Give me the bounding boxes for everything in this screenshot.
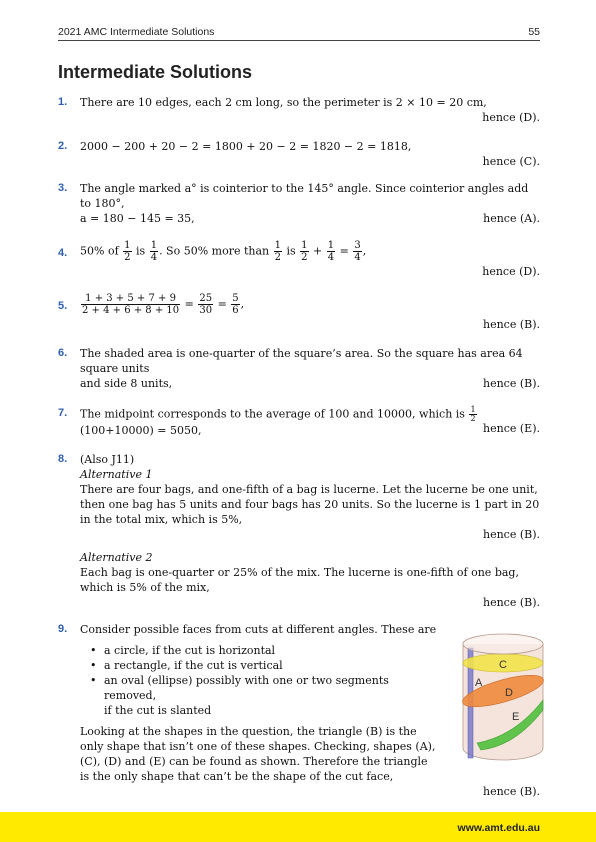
solution-text: Consider possible faces from cuts at different angles. These are [80,623,437,636]
answer: hence (B). [482,596,540,609]
page-header [58,26,540,41]
question-number: 7. [58,407,68,419]
solution-text: There are 10 edges, each 2 cm long, so the perimeter is 2 × 10 = 20 cm, [80,96,487,109]
alternative-heading: Alternative 2 [80,551,153,564]
answer: hence (E). [483,422,540,435]
question-number: 5. [58,300,68,312]
fraction: $\frac{1}{4}$ [150,240,158,263]
solution-5 [58,293,540,333]
question-number: 4. [58,247,68,259]
solution-6 [58,346,540,391]
list-item: • a circle, if the cut is horizontal [90,643,420,658]
fraction: $\frac{1}{2}$ [124,240,131,263]
solution-4 [58,240,540,280]
answer: hence (B). [482,528,540,541]
solution-text: and side 8 units, [80,377,173,390]
answer: hence (A). [483,212,540,225]
fraction: $\frac{5}{6}$ [232,293,239,316]
answer: hence (D). [482,111,540,124]
fraction: $\frac{25}{30}$ [199,293,213,316]
list-item-continuation: if the cut is slanted [104,704,212,717]
list-item: • a rectangle, if the cut is vertical [90,658,420,673]
question-number: 8. [58,453,68,465]
solution-text: 2000 − 200 + 20 − 2 = 1800 + 20 − 2 = 1820 − 2 = 1818, [80,140,412,153]
solution-text: $\frac{1 + 3 + 5 + 7 + 9}{2 + 4 + 6 + 8 + 10}$ = $\frac{25}{30}$ = $\frac{5}{6}$ , hence (B). [82,293,540,331]
fraction: $\frac{1}{2}$ [470,405,476,423]
fraction: $\frac{1 + 3 + 5 + 7 + 9}{2 + 4 + 6 + 8 + 10}$ [82,293,180,316]
fraction: $\frac{3}{4}$ [354,240,361,263]
footer-bar [0,812,596,842]
question-number: 6. [58,347,68,359]
solution-8 [58,452,540,612]
solution-7 [58,406,540,436]
solution-1 [58,95,540,125]
answer: hence (D). [482,265,540,278]
footer-url[interactable]: www.amt.edu.au [457,822,540,834]
label-a: A [475,677,483,689]
label-c: C [499,659,507,671]
fraction: $\frac{1}{2}$ [301,240,308,263]
list-item: • an oval (ellipse) possibly with one or two segments removed, [90,673,420,703]
solution-text: Each bag is one-quarter or 25% of the mix. The lucerne is one-fifth of one bag, which is 5% of the mix, [80,566,519,594]
solution-text: Looking at the shapes in the question, the triangle (B) is the only shape that isn’t one of these shapes. Checking, shapes (A), (C), (D) and (E) can be found as shown. Therefore the triangle is the only shape that can’t be the shape of the cut face, [80,725,436,783]
solution-text: 50% of $\frac{1}{2}$ is $\frac{1}{4}$ . So 50% more than $\frac{1}{2}$ is $\frac{1}{2}$ + $\frac{1}{4}$ = $\frac{3}{4}$ , hence (D). [80,240,540,278]
cylinder-diagram [455,628,550,766]
page-number: 55 [528,26,540,38]
header-title: 2021 AMC Intermediate Solutions [58,26,215,38]
label-e: E [512,711,520,723]
solution-2 [58,139,540,169]
cylinder-top [463,634,543,654]
fraction: $\frac{1}{4}$ [327,240,335,263]
question-number: 1. [58,96,68,108]
page-title: Intermediate Solutions [58,62,253,82]
solution-3 [58,181,540,226]
question-number: 2. [58,140,68,152]
answer: hence (B). [482,318,540,331]
alternative-heading: Alternative 1 [80,468,153,481]
fraction: $\frac{1}{2}$ [274,240,281,263]
answer: hence (B). [482,377,540,390]
solution-text: The midpoint corresponds to the average of 100 and 10000, which is $\frac{1}{2}$ (100+10000) = 5050, hence (E). [80,405,540,437]
question-number: 9. [58,623,68,635]
solution-text: The angle marked a° is cointerior to the 145° angle. Since cointerior angles add to 180°, [80,182,529,210]
shape-list [90,643,420,718]
answer: hence (B). [482,785,540,798]
solution-text: a = 180 − 145 = 35, [80,212,195,225]
also-reference: (Also J11) [80,453,135,466]
solution-text: The shaded area is one-quarter of the square’s area. So the square has area 64 square units [80,347,523,375]
answer: hence (C). [482,155,540,168]
question-number: 3. [58,182,68,194]
label-d: D [505,687,513,699]
solution-text: There are four bags, and one-fifth of a bag is lucerne. Let the lucerne be one unit, then one bag has 5 units and four bags has 20 units. So the lucerne is 1 part in 20 in the total mix, which is 5%, [80,483,540,526]
